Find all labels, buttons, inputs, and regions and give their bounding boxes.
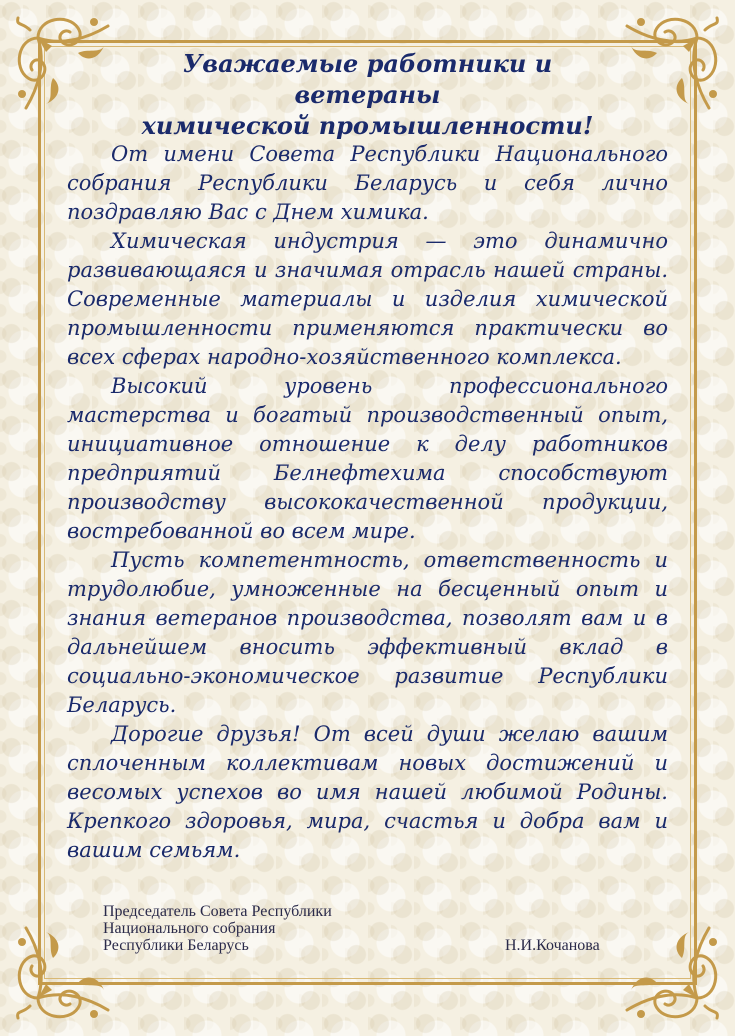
ornament-corner-icon (607, 908, 727, 1028)
paragraph: Пусть компетентность, ответственность и трудолюбие, умноженные на бесценный опыт и знания ветеранов производства, позволят вам и в дальнейшем вносить эффективный вклад в социально-экономическое развитие Республики Беларусь. (67, 548, 668, 717)
ornament-corner-icon (607, 8, 727, 128)
signature-position: Республики Беларусь (103, 937, 249, 954)
letter-body (67, 140, 668, 865)
signature-block (103, 903, 332, 954)
paragraph: Дорогие друзья! От всей души желаю вашим сплоченным коллективам новых достижений и весомых успехов во имя нашей любимой Родины. Крепкого здоровья, мира, счастья и добра вам и вашим семьям. (67, 722, 668, 862)
title-line: Уважаемые работники и ветераны (182, 49, 553, 109)
signature-name: Н.И.Кочанова (505, 937, 600, 954)
paragraph: Высокий уровень профессионального мастерства и богатый производственный опыт, инициативное отношение к делу работников предприятий Белнефтехима способствуют производству высококачественной продукции, востребованной во всем мире. (67, 374, 668, 543)
paragraph: Химическая индустрия — это динамично развивающаяся и значимая отрасль нашей страны. Современные материалы и изделия химической промышленности применяются практически во всех сферах народно-хозяйственного комплекса. (67, 229, 668, 369)
title-line: химической промышленности! (141, 111, 594, 140)
signature-position: Национального собрания (103, 920, 276, 937)
ornament-corner-icon (8, 8, 128, 128)
signature-position: Председатель Совета Республики (103, 903, 332, 920)
greeting-title (120, 48, 615, 141)
paragraph: От имени Совета Республики Национального собрания Республики Беларусь и себя лично поздравляю Вас с Днем химика. (67, 142, 668, 224)
